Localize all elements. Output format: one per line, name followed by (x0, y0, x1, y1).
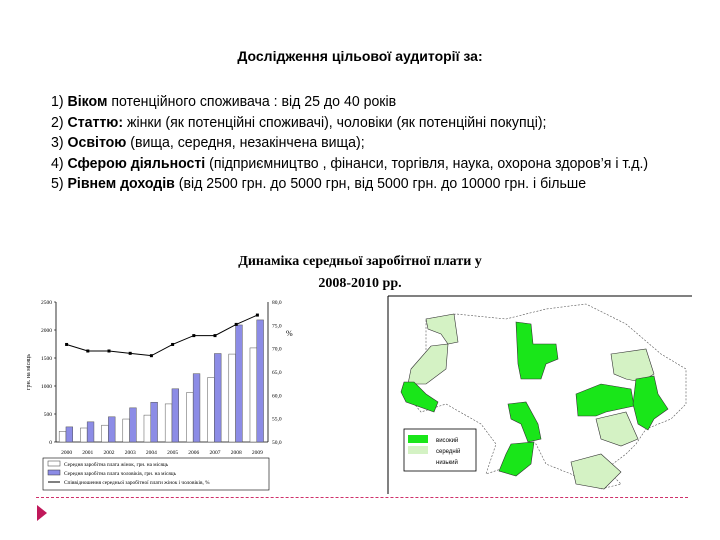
list-item (51, 113, 656, 134)
chart-title-line: 2008-2010 рр. (318, 276, 402, 291)
ratio-point (256, 314, 259, 317)
bar-men (236, 325, 243, 442)
legend-swatch-mid (408, 446, 428, 454)
bar-women (144, 415, 151, 442)
bar-men (151, 402, 158, 442)
bar-women (59, 431, 66, 442)
legend-label-high: високий (436, 438, 459, 444)
legend-swatch (48, 461, 60, 466)
item-text: (вища, середня, незакінчена вища); (126, 134, 365, 151)
item-text: потенційного споживача : від 25 до 40 років (107, 93, 397, 110)
x-tick-label: 2008 (230, 450, 242, 456)
item-keyword: Статтю: (67, 113, 124, 131)
legend-label: Співвідношення середньої заробітної плати жінок і чоловіків, % (64, 480, 210, 486)
y-tick-label: 1500 (41, 356, 52, 362)
item-number: 3) (51, 134, 68, 151)
item-number: 1) (51, 93, 68, 110)
bar-women (80, 428, 87, 442)
x-tick-label: 2001 (82, 450, 94, 456)
legend-swatch-high (408, 435, 428, 443)
x-tick-label: 2002 (103, 450, 115, 456)
ratio-point (150, 354, 153, 357)
x-tick-label: 2006 (188, 450, 200, 456)
y-right-tick-label: 70,0 (272, 346, 282, 353)
bar-men (130, 408, 137, 442)
footer-divider (36, 497, 688, 498)
y-tick-label: 2000 (41, 328, 52, 334)
slide-heading: Дослідження цільової аудиторії за: (237, 48, 483, 64)
bar-women (123, 419, 130, 442)
legend-swatch-low (408, 457, 428, 465)
bar-women (102, 425, 109, 442)
bar-men (87, 422, 94, 442)
x-tick-label: 2003 (124, 450, 136, 456)
list-item (51, 133, 656, 154)
chart-title-line: Динаміка середньої заробітної плати у (238, 254, 482, 269)
y-right-tick-label: 75,0 (272, 323, 282, 330)
ratio-line (67, 315, 258, 356)
ratio-point (171, 343, 174, 346)
bar-men (193, 374, 200, 442)
ratio-point (214, 334, 217, 337)
item-keyword: Сферою діяльності (67, 154, 206, 172)
x-tick-label: 2007 (209, 450, 221, 456)
bar-men (214, 354, 221, 442)
salary-chart (20, 292, 300, 492)
y-right-tick-label: 50,0 (272, 440, 282, 446)
bar-women (186, 393, 193, 442)
chart-title (190, 251, 530, 295)
ratio-point (65, 343, 68, 346)
ratio-point (235, 323, 238, 326)
list-item (51, 154, 656, 175)
y-axis-label: грн. на місяць (26, 354, 32, 390)
item-text: (підприємництво , фінанси, торгівля, наука, охорона здоров’я і т.д.) (205, 154, 649, 172)
item-number: 5) (51, 175, 68, 192)
bar-women (250, 348, 257, 442)
criteria-list (51, 92, 656, 195)
bar-women (208, 378, 215, 442)
bar-women (229, 354, 236, 442)
y-tick-label: 1000 (41, 384, 52, 390)
ratio-point (108, 350, 111, 353)
item-text: (від 2500 грн. до 5000 грн, від 5000 грн. до 10000 грн. і більше (174, 175, 587, 192)
item-number: 4) (51, 154, 68, 172)
legend-label-low: низький (436, 460, 458, 466)
legend-swatch (48, 470, 60, 475)
bar-men (257, 320, 264, 442)
item-number: 2) (51, 113, 68, 131)
item-text: жінки (як потенційні споживачі), чоловіки (як потенційні покупці); (123, 113, 547, 131)
bar-men (66, 427, 73, 442)
item-keyword: Рівнем доходів (67, 175, 175, 192)
list-item (51, 174, 656, 195)
legend-label-mid: середній (436, 449, 461, 455)
y-right-tick-label: 55,0 (272, 416, 282, 423)
legend-label: Середня заробітна плата жінок, грн. на місяць (64, 462, 169, 468)
x-tick-label: 2005 (167, 450, 179, 456)
bar-men (108, 417, 115, 442)
item-keyword: Освітою (67, 134, 127, 151)
y-right-tick-label: 60,0 (272, 393, 282, 400)
y-right-axis-label: % (286, 329, 293, 338)
x-tick-label: 2004 (145, 450, 157, 456)
ratio-point (192, 334, 195, 337)
ukraine-map (386, 294, 692, 494)
bar-men (172, 389, 179, 442)
list-item (51, 92, 656, 113)
x-tick-label: 2000 (61, 450, 73, 456)
y-right-tick-label: 65,0 (272, 370, 282, 376)
item-keyword: Віком (67, 93, 108, 110)
y-tick-label: 0 (49, 440, 52, 446)
y-tick-label: 2500 (41, 300, 52, 306)
ratio-point (86, 350, 89, 353)
ratio-point (129, 352, 132, 355)
y-right-tick-label: 80,0 (272, 300, 282, 306)
bar-women (165, 404, 172, 442)
legend-label: Середня заробітна плата чоловіків, грн. на місяць (64, 471, 177, 477)
y-tick-label: 500 (43, 412, 52, 418)
slide-marker-triangle-icon (37, 505, 47, 521)
x-tick-label: 2009 (251, 450, 263, 456)
